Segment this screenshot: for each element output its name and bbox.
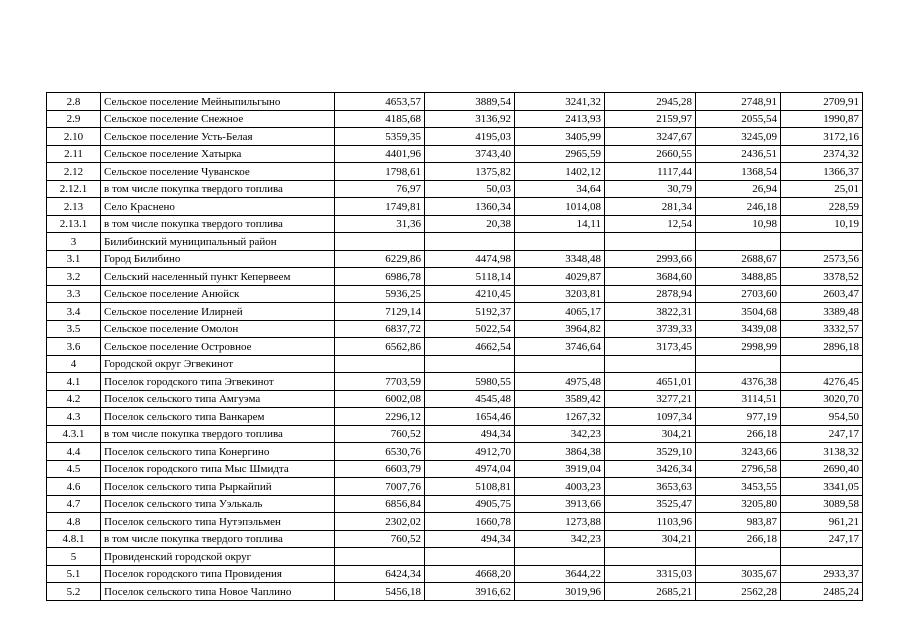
value-cell bbox=[425, 355, 515, 373]
value-cell: 3453,55 bbox=[696, 478, 781, 496]
value-cell: 5359,35 bbox=[335, 128, 425, 146]
value-cell bbox=[605, 355, 696, 373]
row-code: 4.2 bbox=[47, 390, 101, 408]
value-cell: 2945,28 bbox=[605, 93, 696, 111]
value-cell: 1654,46 bbox=[425, 408, 515, 426]
value-cell: 7007,76 bbox=[335, 478, 425, 496]
table-row bbox=[47, 198, 863, 216]
row-code: 5.2 bbox=[47, 583, 101, 601]
value-cell: 5022,54 bbox=[425, 320, 515, 338]
value-cell: 2878,94 bbox=[605, 285, 696, 303]
row-code: 2.8 bbox=[47, 93, 101, 111]
value-cell: 4401,96 bbox=[335, 145, 425, 163]
value-cell: 2296,12 bbox=[335, 408, 425, 426]
row-code: 2.9 bbox=[47, 110, 101, 128]
value-cell: 3653,63 bbox=[605, 478, 696, 496]
row-name: Сельское поселение Анюйск bbox=[101, 285, 335, 303]
value-cell: 6986,78 bbox=[335, 268, 425, 286]
row-name: в том числе покупка твердого топлива bbox=[101, 215, 335, 233]
value-cell bbox=[335, 233, 425, 251]
value-cell: 1660,78 bbox=[425, 513, 515, 531]
value-cell: 1749,81 bbox=[335, 198, 425, 216]
document-page bbox=[46, 92, 863, 601]
table-row bbox=[47, 548, 863, 566]
table-row bbox=[47, 285, 863, 303]
value-cell: 281,34 bbox=[605, 198, 696, 216]
table-row bbox=[47, 233, 863, 251]
row-name: в том числе покупка твердого топлива bbox=[101, 425, 335, 443]
row-name: Поселок городского типа Провидения bbox=[101, 565, 335, 583]
row-code: 4.8.1 bbox=[47, 530, 101, 548]
value-cell: 3913,66 bbox=[515, 495, 605, 513]
row-code: 4.3.1 bbox=[47, 425, 101, 443]
value-cell: 1103,96 bbox=[605, 513, 696, 531]
value-cell: 4912,70 bbox=[425, 443, 515, 461]
value-cell: 760,52 bbox=[335, 425, 425, 443]
value-cell: 3114,51 bbox=[696, 390, 781, 408]
value-cell bbox=[335, 355, 425, 373]
value-cell: 4474,98 bbox=[425, 250, 515, 268]
row-code: 3.1 bbox=[47, 250, 101, 268]
row-code: 3.6 bbox=[47, 338, 101, 356]
value-cell: 3089,58 bbox=[781, 495, 863, 513]
value-cell: 342,23 bbox=[515, 425, 605, 443]
value-cell: 10,98 bbox=[696, 215, 781, 233]
value-cell: 4662,54 bbox=[425, 338, 515, 356]
value-cell bbox=[605, 233, 696, 251]
value-cell: 983,87 bbox=[696, 513, 781, 531]
table-row bbox=[47, 93, 863, 111]
value-cell: 6002,08 bbox=[335, 390, 425, 408]
row-code: 3.5 bbox=[47, 320, 101, 338]
value-cell bbox=[515, 355, 605, 373]
row-code: 2.10 bbox=[47, 128, 101, 146]
value-cell: 5108,81 bbox=[425, 478, 515, 496]
row-name: Поселок сельского типа Рыркайпий bbox=[101, 478, 335, 496]
table-row bbox=[47, 163, 863, 181]
row-code: 4.5 bbox=[47, 460, 101, 478]
table-row bbox=[47, 390, 863, 408]
value-cell bbox=[696, 355, 781, 373]
value-cell: 1267,32 bbox=[515, 408, 605, 426]
value-cell: 34,64 bbox=[515, 180, 605, 198]
value-cell: 10,19 bbox=[781, 215, 863, 233]
value-cell: 5456,18 bbox=[335, 583, 425, 601]
value-cell: 247,17 bbox=[781, 425, 863, 443]
table-row bbox=[47, 338, 863, 356]
table-row bbox=[47, 460, 863, 478]
value-cell bbox=[515, 233, 605, 251]
value-cell: 3644,22 bbox=[515, 565, 605, 583]
value-cell: 6530,76 bbox=[335, 443, 425, 461]
table-row bbox=[47, 565, 863, 583]
row-code: 4.3 bbox=[47, 408, 101, 426]
value-cell: 3378,52 bbox=[781, 268, 863, 286]
value-cell: 4029,87 bbox=[515, 268, 605, 286]
row-code: 2.12.1 bbox=[47, 180, 101, 198]
row-code: 4.7 bbox=[47, 495, 101, 513]
value-cell bbox=[425, 233, 515, 251]
value-cell: 3864,38 bbox=[515, 443, 605, 461]
value-cell bbox=[696, 233, 781, 251]
value-cell: 76,97 bbox=[335, 180, 425, 198]
row-code: 4.4 bbox=[47, 443, 101, 461]
value-cell: 1360,34 bbox=[425, 198, 515, 216]
row-name: Сельское поселение Усть-Белая bbox=[101, 128, 335, 146]
value-cell: 2896,18 bbox=[781, 338, 863, 356]
row-name: Билибинский муниципальный район bbox=[101, 233, 335, 251]
value-cell: 3525,47 bbox=[605, 495, 696, 513]
value-cell: 4545,48 bbox=[425, 390, 515, 408]
value-cell: 2603,47 bbox=[781, 285, 863, 303]
value-cell: 2159,97 bbox=[605, 110, 696, 128]
row-name: Сельское поселение Чуванское bbox=[101, 163, 335, 181]
value-cell: 2485,24 bbox=[781, 583, 863, 601]
value-cell: 5936,25 bbox=[335, 285, 425, 303]
value-cell: 3245,09 bbox=[696, 128, 781, 146]
value-cell: 977,19 bbox=[696, 408, 781, 426]
value-cell: 247,17 bbox=[781, 530, 863, 548]
value-cell bbox=[781, 548, 863, 566]
row-name: Поселок городского типа Эгвекинот bbox=[101, 373, 335, 391]
value-cell: 3203,81 bbox=[515, 285, 605, 303]
row-name: Сельский населенный пункт Кепервеем bbox=[101, 268, 335, 286]
value-cell: 342,23 bbox=[515, 530, 605, 548]
table-row bbox=[47, 478, 863, 496]
row-name: в том числе покупка твердого топлива bbox=[101, 180, 335, 198]
value-cell bbox=[781, 233, 863, 251]
row-name: Поселок городского типа Мыс Шмидта bbox=[101, 460, 335, 478]
value-cell: 50,03 bbox=[425, 180, 515, 198]
row-name: Сельское поселение Омолон bbox=[101, 320, 335, 338]
value-cell: 6603,79 bbox=[335, 460, 425, 478]
row-name: Городской округ Эгвекинот bbox=[101, 355, 335, 373]
value-cell: 2055,54 bbox=[696, 110, 781, 128]
table-row bbox=[47, 145, 863, 163]
row-name: Город Билибино bbox=[101, 250, 335, 268]
value-cell: 3746,64 bbox=[515, 338, 605, 356]
value-cell: 3138,32 bbox=[781, 443, 863, 461]
row-name: Село Краснено bbox=[101, 198, 335, 216]
value-cell: 3439,08 bbox=[696, 320, 781, 338]
value-cell: 6856,84 bbox=[335, 495, 425, 513]
row-code: 4.1 bbox=[47, 373, 101, 391]
value-cell: 4065,17 bbox=[515, 303, 605, 321]
value-cell: 2573,56 bbox=[781, 250, 863, 268]
value-cell: 1375,82 bbox=[425, 163, 515, 181]
row-name: Поселок сельского типа Амгуэма bbox=[101, 390, 335, 408]
value-cell: 2374,32 bbox=[781, 145, 863, 163]
value-cell: 3332,57 bbox=[781, 320, 863, 338]
table-row bbox=[47, 513, 863, 531]
value-cell bbox=[425, 548, 515, 566]
table-row bbox=[47, 530, 863, 548]
table-row bbox=[47, 320, 863, 338]
value-cell: 2709,91 bbox=[781, 93, 863, 111]
row-code: 2.12 bbox=[47, 163, 101, 181]
value-cell: 3205,80 bbox=[696, 495, 781, 513]
value-cell: 26,94 bbox=[696, 180, 781, 198]
tariff-table bbox=[46, 92, 863, 601]
value-cell: 7703,59 bbox=[335, 373, 425, 391]
value-cell: 1990,87 bbox=[781, 110, 863, 128]
value-cell: 5192,37 bbox=[425, 303, 515, 321]
value-cell: 1097,34 bbox=[605, 408, 696, 426]
row-code: 4 bbox=[47, 355, 101, 373]
table-row bbox=[47, 110, 863, 128]
value-cell: 3743,40 bbox=[425, 145, 515, 163]
value-cell: 2933,37 bbox=[781, 565, 863, 583]
value-cell: 3035,67 bbox=[696, 565, 781, 583]
value-cell: 954,50 bbox=[781, 408, 863, 426]
value-cell: 6229,86 bbox=[335, 250, 425, 268]
row-code: 3 bbox=[47, 233, 101, 251]
value-cell bbox=[515, 548, 605, 566]
value-cell: 3348,48 bbox=[515, 250, 605, 268]
row-name: Поселок сельского типа Уэлькаль bbox=[101, 495, 335, 513]
value-cell: 14,11 bbox=[515, 215, 605, 233]
value-cell: 494,34 bbox=[425, 425, 515, 443]
value-cell: 7129,14 bbox=[335, 303, 425, 321]
table-row bbox=[47, 303, 863, 321]
value-cell: 3739,33 bbox=[605, 320, 696, 338]
value-cell: 4195,03 bbox=[425, 128, 515, 146]
row-name: Поселок сельского типа Новое Чаплино bbox=[101, 583, 335, 601]
value-cell: 3172,16 bbox=[781, 128, 863, 146]
value-cell: 4376,38 bbox=[696, 373, 781, 391]
value-cell: 4668,20 bbox=[425, 565, 515, 583]
row-name: Провиденский городской округ bbox=[101, 548, 335, 566]
value-cell: 2703,60 bbox=[696, 285, 781, 303]
value-cell: 304,21 bbox=[605, 425, 696, 443]
value-cell: 961,21 bbox=[781, 513, 863, 531]
value-cell: 494,34 bbox=[425, 530, 515, 548]
value-cell: 3241,32 bbox=[515, 93, 605, 111]
value-cell: 2993,66 bbox=[605, 250, 696, 268]
table-row bbox=[47, 373, 863, 391]
value-cell: 4003,23 bbox=[515, 478, 605, 496]
value-cell: 3919,04 bbox=[515, 460, 605, 478]
value-cell: 2413,93 bbox=[515, 110, 605, 128]
row-code: 3.4 bbox=[47, 303, 101, 321]
row-name: Сельское поселение Илирней bbox=[101, 303, 335, 321]
value-cell: 3405,99 bbox=[515, 128, 605, 146]
row-code: 2.13.1 bbox=[47, 215, 101, 233]
value-cell: 1117,44 bbox=[605, 163, 696, 181]
value-cell: 3019,96 bbox=[515, 583, 605, 601]
value-cell: 3889,54 bbox=[425, 93, 515, 111]
value-cell: 3020,70 bbox=[781, 390, 863, 408]
value-cell: 1368,54 bbox=[696, 163, 781, 181]
value-cell: 2796,58 bbox=[696, 460, 781, 478]
value-cell: 1402,12 bbox=[515, 163, 605, 181]
row-code: 2.13 bbox=[47, 198, 101, 216]
value-cell: 3136,92 bbox=[425, 110, 515, 128]
value-cell: 30,79 bbox=[605, 180, 696, 198]
value-cell: 2562,28 bbox=[696, 583, 781, 601]
row-name: Поселок сельского типа Конергино bbox=[101, 443, 335, 461]
value-cell: 2688,67 bbox=[696, 250, 781, 268]
value-cell: 5980,55 bbox=[425, 373, 515, 391]
value-cell: 2690,40 bbox=[781, 460, 863, 478]
value-cell: 4653,57 bbox=[335, 93, 425, 111]
value-cell: 31,36 bbox=[335, 215, 425, 233]
value-cell: 2748,91 bbox=[696, 93, 781, 111]
value-cell: 4905,75 bbox=[425, 495, 515, 513]
value-cell bbox=[781, 355, 863, 373]
row-name: в том числе покупка твердого топлива bbox=[101, 530, 335, 548]
row-code: 3.2 bbox=[47, 268, 101, 286]
row-name: Сельское поселение Мейныпильгыно bbox=[101, 93, 335, 111]
value-cell: 4210,45 bbox=[425, 285, 515, 303]
value-cell: 2436,51 bbox=[696, 145, 781, 163]
value-cell: 3341,05 bbox=[781, 478, 863, 496]
value-cell: 4185,68 bbox=[335, 110, 425, 128]
table-row bbox=[47, 355, 863, 373]
value-cell: 4276,45 bbox=[781, 373, 863, 391]
row-code: 5.1 bbox=[47, 565, 101, 583]
value-cell: 4974,04 bbox=[425, 460, 515, 478]
value-cell: 6837,72 bbox=[335, 320, 425, 338]
value-cell: 3389,48 bbox=[781, 303, 863, 321]
value-cell: 3589,42 bbox=[515, 390, 605, 408]
row-code: 2.11 bbox=[47, 145, 101, 163]
value-cell: 228,59 bbox=[781, 198, 863, 216]
table-row bbox=[47, 180, 863, 198]
value-cell: 3488,85 bbox=[696, 268, 781, 286]
value-cell: 246,18 bbox=[696, 198, 781, 216]
value-cell: 1366,37 bbox=[781, 163, 863, 181]
table-row bbox=[47, 583, 863, 601]
value-cell: 20,38 bbox=[425, 215, 515, 233]
table-body bbox=[47, 93, 863, 601]
value-cell: 2660,55 bbox=[605, 145, 696, 163]
table-row bbox=[47, 215, 863, 233]
value-cell: 266,18 bbox=[696, 530, 781, 548]
value-cell: 1014,08 bbox=[515, 198, 605, 216]
value-cell: 3684,60 bbox=[605, 268, 696, 286]
value-cell: 1798,61 bbox=[335, 163, 425, 181]
table-row bbox=[47, 250, 863, 268]
value-cell: 25,01 bbox=[781, 180, 863, 198]
value-cell: 3822,31 bbox=[605, 303, 696, 321]
value-cell: 12,54 bbox=[605, 215, 696, 233]
value-cell: 3173,45 bbox=[605, 338, 696, 356]
value-cell bbox=[335, 548, 425, 566]
value-cell bbox=[696, 548, 781, 566]
value-cell: 3426,34 bbox=[605, 460, 696, 478]
table-row bbox=[47, 495, 863, 513]
table-row bbox=[47, 443, 863, 461]
row-code: 5 bbox=[47, 548, 101, 566]
table-row bbox=[47, 408, 863, 426]
value-cell: 4651,01 bbox=[605, 373, 696, 391]
row-code: 4.6 bbox=[47, 478, 101, 496]
table-row bbox=[47, 268, 863, 286]
row-name: Сельское поселение Снежное bbox=[101, 110, 335, 128]
row-code: 3.3 bbox=[47, 285, 101, 303]
value-cell: 3277,21 bbox=[605, 390, 696, 408]
value-cell: 3315,03 bbox=[605, 565, 696, 583]
value-cell: 1273,88 bbox=[515, 513, 605, 531]
value-cell: 6424,34 bbox=[335, 565, 425, 583]
value-cell: 2302,02 bbox=[335, 513, 425, 531]
value-cell: 2685,21 bbox=[605, 583, 696, 601]
value-cell: 760,52 bbox=[335, 530, 425, 548]
table-row bbox=[47, 128, 863, 146]
value-cell: 6562,86 bbox=[335, 338, 425, 356]
value-cell: 4975,48 bbox=[515, 373, 605, 391]
value-cell: 3964,82 bbox=[515, 320, 605, 338]
value-cell: 5118,14 bbox=[425, 268, 515, 286]
table-row bbox=[47, 425, 863, 443]
value-cell: 304,21 bbox=[605, 530, 696, 548]
value-cell: 3916,62 bbox=[425, 583, 515, 601]
value-cell: 3243,66 bbox=[696, 443, 781, 461]
row-code: 4.8 bbox=[47, 513, 101, 531]
value-cell: 2965,59 bbox=[515, 145, 605, 163]
row-name: Поселок сельского типа Нутэпэльмен bbox=[101, 513, 335, 531]
value-cell: 3504,68 bbox=[696, 303, 781, 321]
row-name: Сельское поселение Хатырка bbox=[101, 145, 335, 163]
value-cell: 3529,10 bbox=[605, 443, 696, 461]
value-cell: 266,18 bbox=[696, 425, 781, 443]
value-cell bbox=[605, 548, 696, 566]
row-name: Сельское поселение Островное bbox=[101, 338, 335, 356]
value-cell: 3247,67 bbox=[605, 128, 696, 146]
row-name: Поселок сельского типа Ванкарем bbox=[101, 408, 335, 426]
value-cell: 2998,99 bbox=[696, 338, 781, 356]
